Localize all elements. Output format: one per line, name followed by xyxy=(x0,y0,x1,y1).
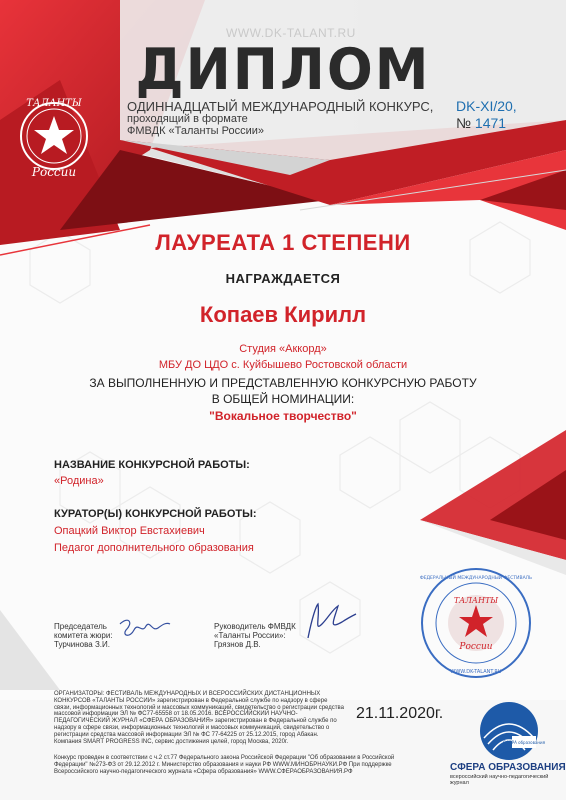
curator-name: Опацкий Виктор Евстахиевич xyxy=(54,525,205,537)
emblem-top-text: ТАЛАНТЫ xyxy=(26,98,82,109)
school-name: МБУ ДО ЦДО с. Куйбышево Ростовской области xyxy=(158,359,408,371)
jury-signature-block xyxy=(54,622,113,649)
site-url: WWW.DK-TALANT.RU xyxy=(226,26,356,40)
jury-title-line1: Председатель xyxy=(54,622,107,631)
organizers-text: ОРГАНИЗАТОРЫ: ФЕСТИВАЛЬ МЕЖДУНАРОДНЫХ И ВСЕРОССИЙСКИХ ДИСТАНЦИОННЫХ КОНКУРСОВ «ТАЛАНТЫ РОССИИ» зарегистрирован в Федеральной службе по надзору в сфере связи, информационных технологий и массовых коммуникаций, свидетельство о регистрации средства массовой информации ЭЛ № ФС77-65558 от 18.05.2016. ВСЕРОССИЙСКИЙ НАУЧНО-ПЕДАГОГИЧЕСКИЙ ЖУРНАЛ «СФЕРА ОБРАЗОВАНИЯ» зарегистрирован в Федеральной службе по надзору в сфере связи, информационных технологий и массовых коммуникаций, свидетельство о регистрации средства массовой информации ЭЛ № ФС 77-64225 от 25.12.2015, город Абакан. Компания SMART PROGRESS INC, сервис достижения целей, город Москва, 2020г. xyxy=(54,691,344,745)
work-title-label: НАЗВАНИЕ КОНКУРСНОЙ РАБОТЫ: xyxy=(54,459,250,471)
award-degree: ЛАУРЕАТА 1 СТЕПЕНИ xyxy=(155,230,411,255)
contest-name: ОДИННАДЦАТЫЙ МЕЖДУНАРОДНЫЙ КОНКУРС, xyxy=(127,99,434,114)
footer-legal-text: Конкурс проведен в соответствии с ч.2 ст.77 Федерального закона Российской Федерации "Об образовании в Российской Федерации" №273-ФЗ от 29.12.2012 г. Министерство образования и науки РФ WWW.МИНОБРНАУКИ.РФ При поддержке Всероссийского научно-педагогического журнала «Сфера образования» WWW.СФЕРАОБРАЗОВАНИЯ.РФ xyxy=(54,755,395,775)
curator-label: КУРАТОР(Ы) КОНКУРСНОЙ РАБОТЫ: xyxy=(54,508,257,520)
stamp-inner-bottom: России xyxy=(459,642,493,652)
work-title-value: «Родина» xyxy=(54,475,104,487)
stamp-site: WWW.DK-TALANT.RU xyxy=(450,669,502,675)
studio-name: Студия «Аккорд» xyxy=(239,343,327,355)
head-name: Грязнов Д.В. xyxy=(214,640,261,649)
head-title-line1: Руководитель ФМВДК xyxy=(214,622,296,631)
talanty-emblem xyxy=(14,92,94,182)
official-stamp xyxy=(418,565,534,681)
number-prefix: № xyxy=(456,115,472,131)
award-reason-line2: В ОБЩЕЙ НОМИНАЦИИ: xyxy=(211,392,355,406)
number-value: 1471 xyxy=(474,115,507,131)
award-reason-line1: ЗА ВЫПОЛНЕННУЮ И ПРЕДСТАВЛЕННУЮ КОНКУРСНУЮ РАБОТУ xyxy=(89,376,477,390)
diploma-title: ДИПЛОМ xyxy=(135,36,431,103)
stamp-inner-top: ТАЛАНТЫ xyxy=(453,596,499,605)
diploma-number xyxy=(456,115,506,131)
head-signature xyxy=(298,598,358,643)
curator-position: Педагог дополнительного образования xyxy=(54,542,254,554)
recipient-name: Копаев Кирилл xyxy=(199,302,367,327)
nomination: "Вокальное творчество" xyxy=(209,409,357,423)
sfera-logo xyxy=(478,700,546,762)
contest-format: проходящий в формате xyxy=(127,113,248,125)
sfera-badge: СФЕРА образования xyxy=(502,740,546,745)
jury-name: Турчинова З.И. xyxy=(54,640,110,649)
stamp-outer-text: ФЕДЕРАЛЬНЫЙ МЕЖДУНАРОДНЫЙ ФЕСТИВАЛЬ xyxy=(419,576,533,581)
sfera-name: СФЕРА ОБРАЗОВАНИЯ xyxy=(450,762,566,773)
head-signature-block xyxy=(214,622,296,649)
sfera-tagline: всероссийский научно-педагогический журнал xyxy=(450,774,549,786)
awarded-label: НАГРАЖДАЕТСЯ xyxy=(225,271,341,286)
jury-title-line2: комитета жюри: xyxy=(54,631,113,640)
diploma-code: DK-XI/20, xyxy=(456,98,517,114)
jury-signature xyxy=(114,612,174,647)
emblem-bottom-text: России xyxy=(31,165,77,179)
contest-festival: ФМВДК «Таланты России» xyxy=(127,125,264,137)
head-title-line2: «Таланты России»: xyxy=(214,631,286,640)
issue-date: 21.11.2020г. xyxy=(356,705,444,722)
